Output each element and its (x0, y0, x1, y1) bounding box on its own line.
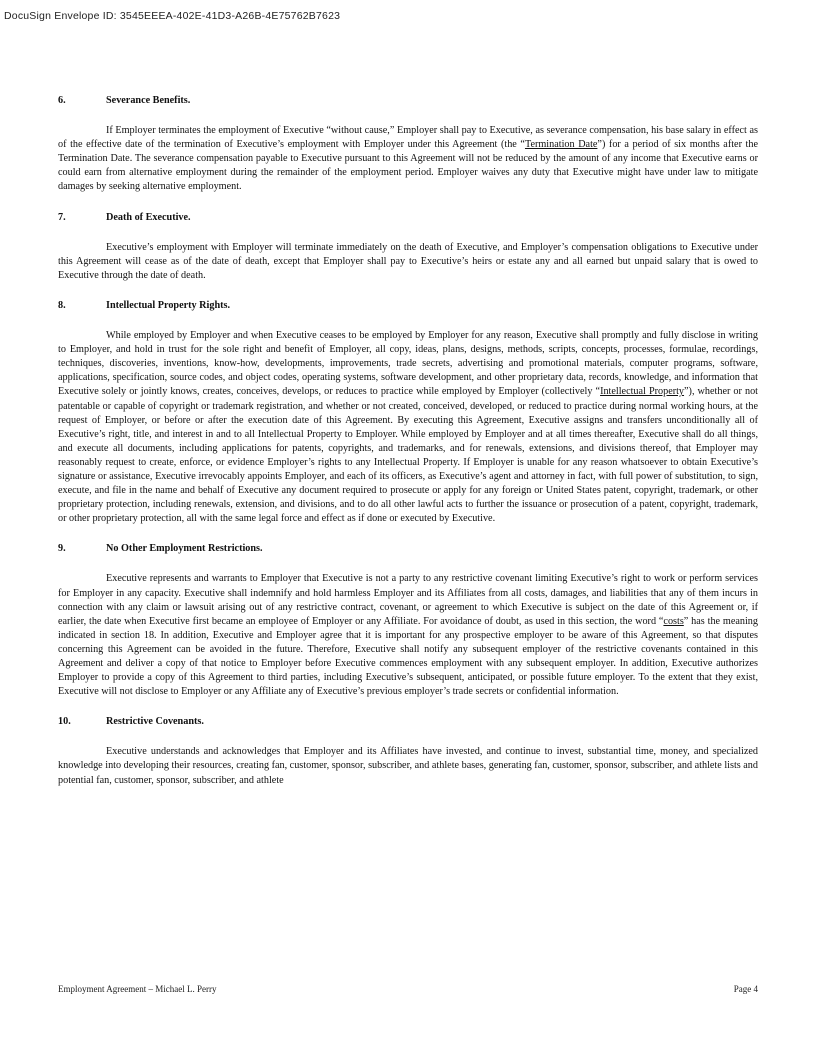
section-heading (58, 211, 758, 225)
section-paragraph (58, 241, 758, 283)
section-heading (58, 94, 758, 108)
section-number: 9. (58, 543, 66, 555)
defined-term: costs (663, 615, 684, 627)
paragraph-text: ”) for a period of six months after the Termination Date. The severance compensation payable to Executive pursuant to this Agreement will not be reduced by the amount of any income that Executive earns or could earn from alternative employment during the remainder of the employment period. Employer waives any duty that Executive might have under law to mitigate damages by seeking alternative employment. (58, 139, 758, 193)
defined-term: Termination Date (524, 139, 598, 151)
section-paragraph (58, 329, 758, 526)
paragraph-text: While employed by Employer and when Executive ceases to be employed by Employer for any reason, Executive shall promptly and fully disclose in writing to Employer, and hold in trust for the sole right and benefit of Employer, all copy, ideas, plans, designs, methods, scripts, concepts, processes, formulae, recordings, techniques, discoveries, inventions, know-how, developments, improvements, trade secrets, advertising and promotional materials, computer programs, software, applications, specification, source codes, and object codes, operating systems, software development, and other proprietary data, records, knowledge, and information that Executive solely or jointly knows, creates, conceives, develops, or reduces to practice while employed by Employer (collectively “ (58, 330, 758, 398)
section-title: Death of Executive. (106, 211, 191, 223)
section-heading (58, 542, 758, 556)
page-footer (58, 984, 758, 994)
docusign-envelope-id: DocuSign Envelope ID: 3545EEEA-402E-41D3-A26B-4E75762B7623 (4, 10, 341, 22)
section-number: 7. (58, 211, 66, 223)
section-number: 10. (58, 716, 71, 728)
section-heading (58, 299, 758, 313)
section-paragraph (58, 745, 758, 787)
section-title: No Other Employment Restrictions. (106, 543, 263, 555)
paragraph-text: Executive understands and acknowledges that Employer and its Affiliates have invested, and continue to invest, substantial time, money, and specialized knowledge into developing their resources, creating fan, customer, sponsor, subscriber, and athlete bases, generating fan, customer, sponsor, subscriber, and athlete lists and potential fan, customer, sponsor, subscriber, and athlete (58, 746, 758, 786)
document-body (58, 94, 758, 804)
paragraph-text: If Employer terminates the employment of Executive “without cause,” Employer shall pay to Executive, as severance compensation, his base salary in effect as of the effective date of the termination of Executive’s employment with Employer under this Agreement (the “ (58, 125, 758, 151)
section-title: Severance Benefits. (106, 95, 191, 106)
paragraph-text: ” has the meaning indicated in section 18. In addition, Executive and Employer agree that it is important for any prospective employer to be aware of this Agreement, so that disputes concerning this Agreement can be avoided in the future. Therefore, Executive shall notify any subsequent employer of the restrictive covenants contained in this Agreement and deliver a copy of that notice to Employer before Executive commences employment with any subsequent employer. In addition, Executive authorizes Employer to provide a copy of this Agreement to third parties, including Executive’s subsequent, anticipated, or possible future employer. To the extent that they exist, Executive will not disclose to Employer or any Affiliate any of Executive’s previous employer’s trade secrets or confidential information. (58, 615, 758, 698)
defined-term: Intellectual Property (600, 386, 685, 398)
paragraph-text: ”), whether or not patentable or capable of copyright or trademark registration, and whether or not created, conceived, developed, or reduced to practice during normal working hours, at the request of Employer, or before or after the execution date of this Agreement. By executing this Agreement, Executive assigns and transfers unconditionally all of Executive’s right, title, and interest in and to all Intellectual Property to Employer. While employed by Employer and at all times thereafter, Executive shall do all things, and execute all documents, including applications for patents, copyrights, and trademarks, and for renewals, extensions, and divisions thereof, that Employer may reasonably request to create, enforce, or evidence Employer’s rights to any Intellectual Property. If Employer is unable for any reason whatsoever to obtain Executive’s signature or assistance, Executive irrevocably appoints Employer, and each of its officers, as Executive’s agent and attorney in fact, with full power of substitution, to sign, execute, and file in the name and behalf of Executive any document required to prosecute or apply for any foreign or United States patent, copyright, trademark, or other proprietary protection, including renewals, extension, and divisions, and to do all other lawful acts to further the issuance or prosecution of a patent, copyright, trademark, or other proprietary protection, all with the same legal force and effect as if done or executed by Executive. (58, 386, 759, 525)
section-title: Intellectual Property Rights. (106, 299, 231, 311)
paragraph-text: Executive’s employment with Employer will terminate immediately on the death of Executive, and Employer’s compensation obligations to Executive under this Agreement will cease as of the date of death, except that Employer shall pay to Executive’s heirs or estate any and all earned but unpaid salary that is owed to Executive through the date of death. (58, 241, 758, 281)
section-heading (58, 715, 758, 729)
section-number: 6. (58, 95, 66, 106)
section-number: 8. (58, 299, 66, 311)
paragraph-text: Executive represents and warrants to Employer that Executive is not a party to any restrictive covenant limiting Executive’s right to work or perform services for Employer in any capacity. Executive shall indemnify and hold harmless Employer and its Affiliates from all costs, damages, and liabilities that any of them incurs in connection with any claim or lawsuit arising out of any restrictive contract, covenant, or agreement to which Executive is subject on the date of this Agreement or, if earlier, the date when Executive first became an employee of Employer or any Affiliate. For avoidance of doubt, as used in this section, the word “ (58, 573, 758, 627)
footer-document-title: Employment Agreement – Michael L. Perry (58, 984, 217, 994)
section-title: Restrictive Covenants. (106, 716, 204, 728)
section-paragraph (58, 572, 758, 699)
footer-page-number: Page 4 (733, 984, 758, 994)
section-paragraph (58, 124, 758, 194)
